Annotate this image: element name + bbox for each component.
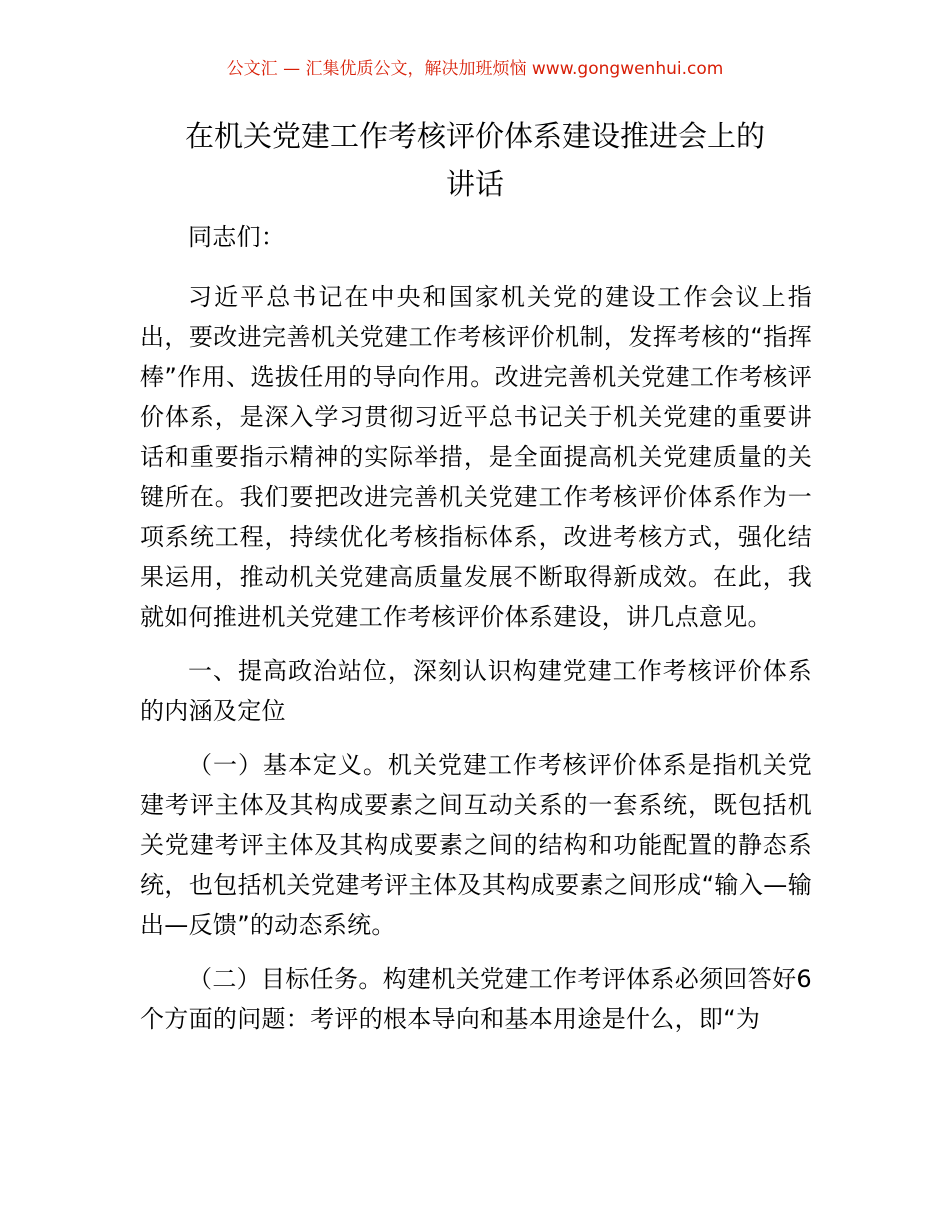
section-heading-1: 一、提高政治站位，深刻认识构建党建工作考核评价体系的内涵及定位 <box>140 657 812 725</box>
salutation: 同志们： <box>188 223 286 251</box>
document-title <box>100 112 850 208</box>
document-title-line-2: 讲话 <box>445 167 504 201</box>
paragraph-basic-definition: （一）基本定义。机关党建工作考核评价体系是指机关党建考评主体及其构成要素之间互动关系的一套系统，既包括机关党建考评主体及其构成要素之间的结构和功能配置的静态系统，也包括机关党建考评主体及其构成要素之间形成“输入—输出—反馈”的动态系统。 <box>140 751 812 939</box>
document-title-line-1: 在机关党建工作考核评价体系建设推进会上的 <box>184 119 765 153</box>
site-header-banner: 公文汇 — 汇集优质公文，解决加班烦恼 www.gongwenhui.com <box>226 59 724 79</box>
paragraph-goals-tasks: （二）目标任务。构建机关党建工作考评体系必须回答好6个方面的问题：考评的根本导向和基本用途是什么，即“为 <box>140 965 812 1033</box>
paragraph-intro: 习近平总书记在中央和国家机关党的建设工作会议上指出，要改进完善机关党建工作考核评价机制，发挥考核的“指挥棒”作用、选拔任用的导向作用。改进完善机关党建工作考核评价体系，是深入学习贯彻习近平总书记关于机关党建的重要讲话和重要指示精神的实际举措，是全面提高机关党建质量的关键所在。我们要把改进完善机关党建工作考核评价体系作为一项系统工程，持续优化考核指标体系，改进考核方式，强化结果运用，推动机关党建高质量发展不断取得新成效。在此，我就如何推进机关党建工作考核评价体系建设，讲几点意见。 <box>140 283 812 631</box>
document-body <box>140 217 812 1053</box>
